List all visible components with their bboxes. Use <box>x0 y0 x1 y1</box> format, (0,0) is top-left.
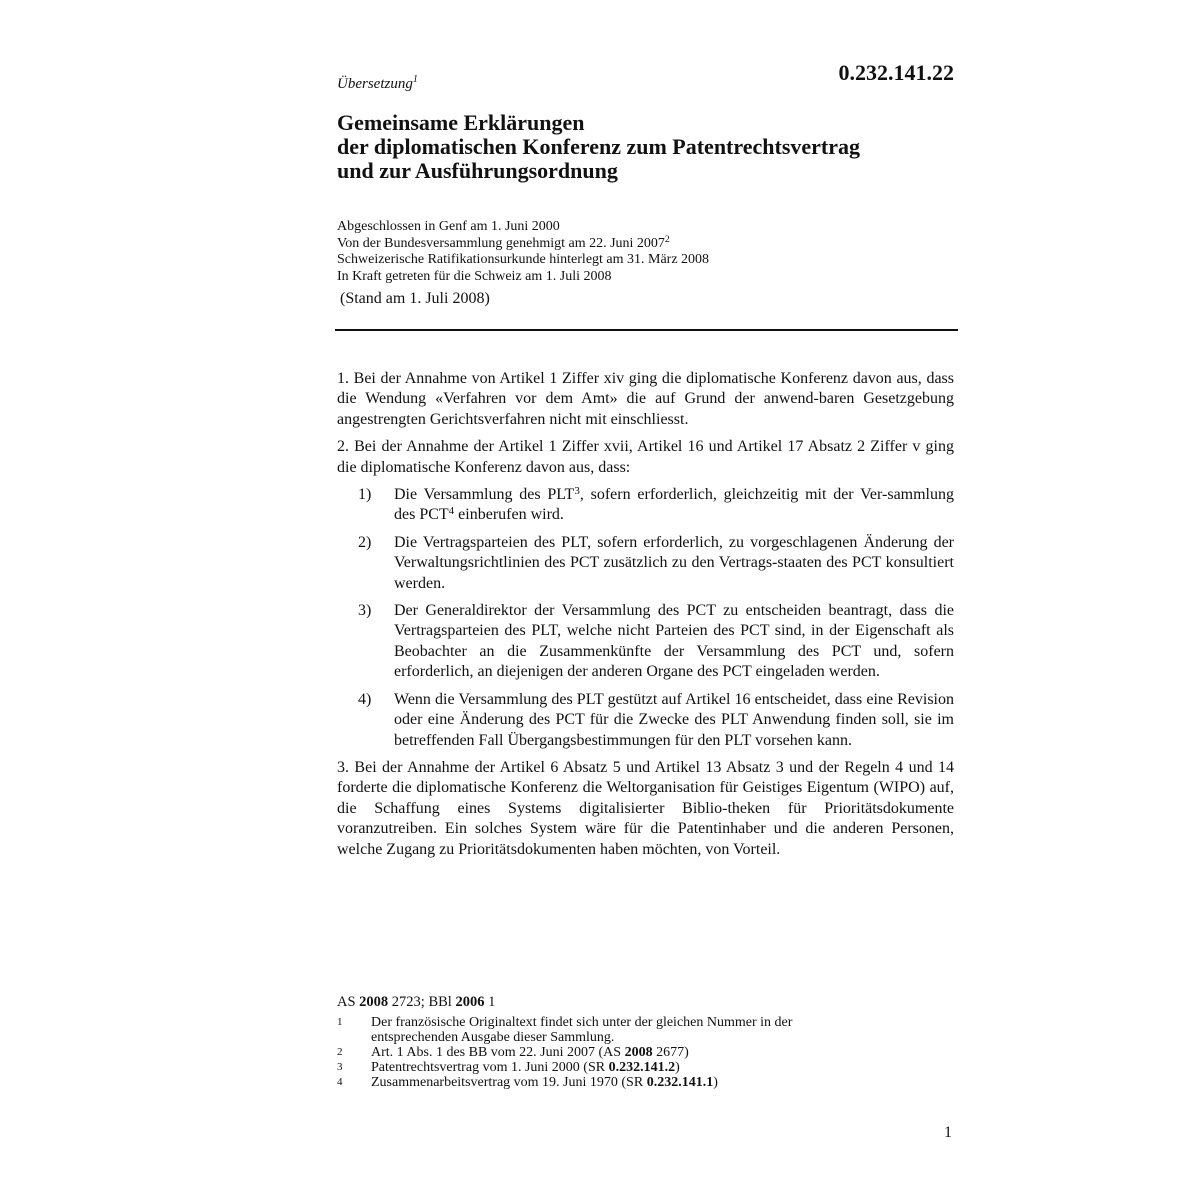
footnote-text-part: Patentrechtsvertrag vom 1. Juni 2000 (SR <box>371 1060 609 1075</box>
list-item-text: Der Generaldirektor der Versammlung des PCT zu entscheiden beantragt, dass die Vertragsparteien des PLT, welche nicht Parteien des PCT sind, in der Eigenschaft als Beobachter an die Zusammenkünfte der Versammlung des PCT und, sofern erforderlich, an diejenigen der anderen Organe des PCT eingeladen werden. <box>394 602 954 681</box>
footnote-text-part: Zusammenarbeitsvertrag vom 19. Juni 1970 (SR <box>371 1075 647 1090</box>
footnote-number: 3 <box>337 1061 343 1073</box>
title-line-2: der diplomatischen Konferenz zum Patentrechtsvertrag <box>337 134 861 159</box>
status-date: (Stand am 1. Juli 2008) <box>340 290 490 307</box>
list-item-text-part: einberufen wird. <box>454 506 564 524</box>
as-prefix: AS <box>337 994 360 1010</box>
meta-in-force: In Kraft getreten für die Schweiz am 1. Juli 2008 <box>337 268 612 284</box>
page-number: 1 <box>944 1124 952 1141</box>
footnote-number: 2 <box>337 1046 343 1058</box>
document-body <box>337 369 954 867</box>
paragraph-2: 2. Bei der Annahme der Artikel 1 Ziffer xvii, Artikel 16 und Artikel 17 Absatz 2 Ziffer v ging die diplomatische Konferenz davon aus, dass: <box>337 438 954 476</box>
meta-ratified: Schweizerische Ratifikationsurkunde hinterlegt am 31. März 2008 <box>337 252 710 267</box>
footnote-3 <box>337 1060 954 1075</box>
meta-approved <box>337 236 709 253</box>
header-divider <box>335 329 958 331</box>
footnote-text-part: ) <box>675 1060 680 1075</box>
footnote-ref-2[interactable]: 2 <box>664 234 670 245</box>
footnote-text-bold: 2008 <box>624 1045 653 1060</box>
sr-number: 0.232.141.22 <box>838 60 954 85</box>
footnote-text <box>371 1045 871 1060</box>
list-item-number: 1) <box>358 486 372 504</box>
list-item-4 <box>337 690 954 751</box>
list-item-2 <box>337 533 954 594</box>
footnote-ref-3[interactable]: 3 <box>574 485 580 498</box>
footnote-text-bold: 0.232.141.2 <box>608 1060 676 1075</box>
footnote-text <box>371 1060 871 1075</box>
bbl-page: 1 <box>484 994 496 1010</box>
list-item-1 <box>337 485 954 526</box>
list-item-number: 2) <box>358 533 372 551</box>
meta-approved-text: Von der Bundesversammlung genehmigt am 22. Juni 2007 <box>337 235 665 251</box>
footnote-number: 4 <box>337 1076 343 1088</box>
title-line-3: und zur Ausführungsordnung <box>337 158 618 183</box>
footnote-1 <box>337 1015 954 1045</box>
footnote-text <box>371 1075 871 1090</box>
as-year: 2008 <box>359 994 389 1010</box>
footnote-ref-1[interactable]: 1 <box>412 74 418 85</box>
list-item-text: Die Vertragsparteien des PLT, sofern erforderlich, zu vorgeschlagenen Änderung der Verwaltungsrichtlinien des PCT zusätzlich zu den Vertrags-staaten des PCT konsultiert werden. <box>394 533 954 592</box>
meta-concluded: Abgeschlossen in Genf am 1. Juni 2000 <box>337 219 560 234</box>
list-item-number: 4) <box>358 690 372 708</box>
title-line-1: Gemeinsame Erklärungen <box>337 110 585 135</box>
footnote-ref-4[interactable]: 4 <box>448 505 455 518</box>
translation-text: Übersetzung <box>337 76 413 92</box>
as-mid: 2723; BBl <box>388 994 456 1010</box>
paragraph-1: 1. Bei der Annahme von Artikel 1 Ziffer xiv ging die diplomatische Konferenz davon aus, dass die Wendung «Verfahren vor dem Amt» die auf Grund der anwend-baren Gesetzgebung angestrengten Gerichtsverfahren nicht mit einschliesst. <box>337 370 954 428</box>
translation-label <box>337 74 418 93</box>
footnote-text-bold: 0.232.141.1 <box>646 1075 714 1090</box>
list-item-text-part: Die Versammlung des PLT <box>394 486 575 504</box>
document-title <box>337 111 860 183</box>
footnote-text-part: 2677) <box>652 1045 689 1060</box>
list-item-3 <box>337 601 954 683</box>
footnote-2 <box>337 1045 954 1060</box>
footnote-text-part: Art. 1 Abs. 1 des BB vom 22. Juni 2007 (AS <box>371 1045 625 1060</box>
footnote-number: 1 <box>337 1016 343 1028</box>
footnotes-section <box>337 994 954 1090</box>
list-item-text: Wenn die Versammlung des PLT gestützt auf Artikel 16 entscheidet, dass eine Revision oder eine Änderung des PCT für die Zwecke des PLT Anwendung finden soll, sie im betreffenden Fall Übergangsbestimmungen für den PLT vorsehen kann. <box>394 690 954 749</box>
footnote-text: Der französische Originaltext findet sich unter der gleichen Nummer in der entsprechenden Ausgabe dieser Sammlung. <box>371 1015 793 1045</box>
list-item-text-part: , sofern erforderlich, gleichzeitig mit der Ver-sammlung des PCT <box>394 486 955 524</box>
bbl-year: 2006 <box>455 994 485 1010</box>
footnote-4 <box>337 1075 954 1090</box>
document-metadata <box>337 219 709 285</box>
list-item-number: 3) <box>358 602 372 620</box>
official-gazette-reference <box>337 994 954 1011</box>
list-item-text <box>394 485 954 526</box>
paragraph-3: 3. Bei der Annahme der Artikel 6 Absatz 5 und Artikel 13 Absatz 3 und der Regeln 4 und 14 forderte die diplomatische Konferenz die Weltorganisation für Geistiges Eigentum (WIPO) auf, die Schaffung eines Systems digitalisierter Biblio-theken für Prioritätsdokumente voranzutreiben. Ein solches System wäre für die Patentinhaber und die anderen Personen, welche Zugang zu Prioritätsdokumenten haben möchten, von Vorteil. <box>337 758 954 858</box>
footnote-text-part: ) <box>713 1075 718 1090</box>
